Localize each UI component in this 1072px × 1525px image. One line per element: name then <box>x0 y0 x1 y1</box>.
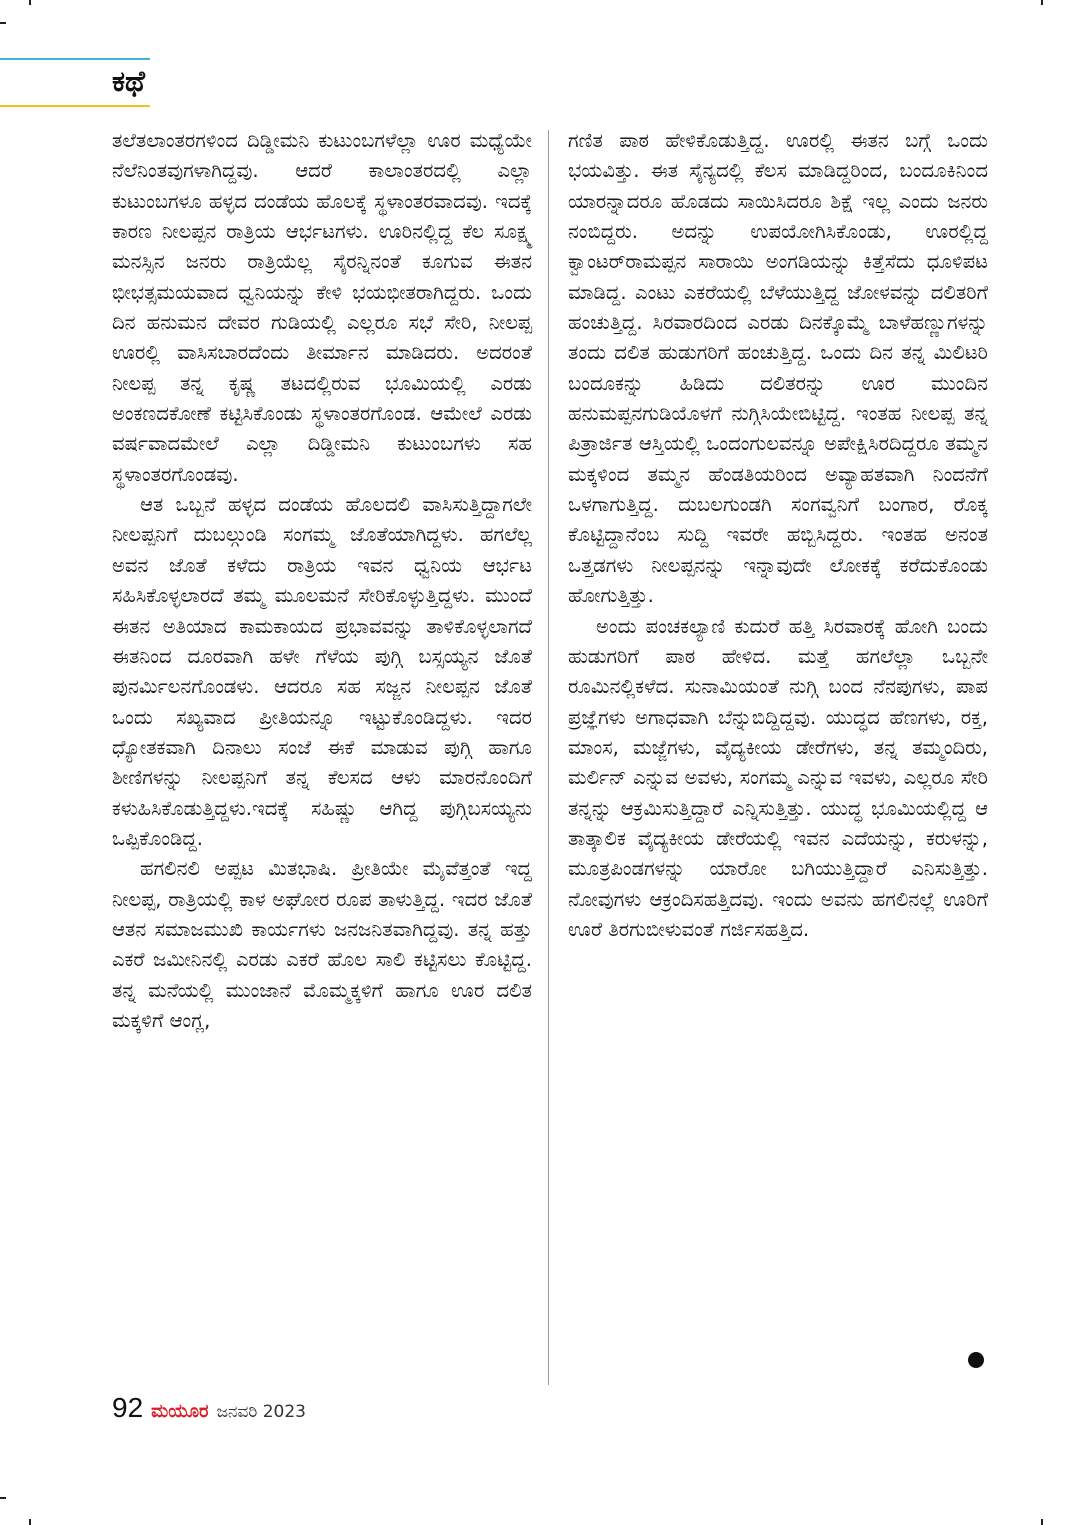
page-number: 92 <box>112 1392 144 1423</box>
issue-date: ಜನವರಿ 2023 <box>216 1402 306 1422</box>
crop-mark <box>29 0 31 5</box>
paragraph: ತಲೆತಲಾಂತರಗಳಿಂದ ದಿಡ್ಡೀಮನಿ ಕುಟುಂಬಗಳೆಲ್ಲಾ ಊರ ಮಧ್ಯೆಯೇ ನೆಲೆನಿಂತವುಗಳಾಗಿದ್ದವು. ಆದರೆ ಕಾಲಾಂತರದಲ್ಲಿ ಎಲ್ಲಾ ಕುಟುಂಬಗಳೂ ಹಳ್ಳದ ದಂಡೆಯ ಹೊಲಕ್ಕೆ ಸ್ಥಳಾಂತರವಾದವು. ಇದಕ್ಕೆ ಕಾರಣ ನೀಲಪ್ಪನ ರಾತ್ರಿಯ ಆರ್ಭಟಗಳು. ಊರಿನಲ್ಲಿದ್ದ ಕೆಲ ಸೂಕ್ಷ್ಮ ಮನಸ್ಸಿನ ಜನರು ರಾತ್ರಿಯೆಲ್ಲ ಸೈರನ್ನಿನಂತೆ ಕೂಗುವ ಈತನ ಭೀಭತ್ಸಮಯವಾದ ಧ್ವನಿಯನ್ನು ಕೇಳಿ ಭಯಭೀತರಾಗಿದ್ದರು. ಒಂದು ದಿನ ಹನುಮನ ದೇವರ ಗುಡಿಯಲ್ಲಿ ಎಲ್ಲರೂ ಸಭೆ ಸೇರಿ, ನೀಲಪ್ಪ ಊರಲ್ಲಿ ವಾಸಿಸಬಾರದೆಂದು ತೀರ್ಮಾನ ಮಾಡಿದರು. ಅದರಂತೆ ನೀಲಪ್ಪ ತನ್ನ ಕೃಷ್ಣ ತಟದಲ್ಲಿರುವ ಭೂಮಿಯಲ್ಲಿ ಎರಡು ಅಂಕಣದಕೋಣೆ ಕಟ್ಟಿಸಿಕೊಂಡು ಸ್ಥಳಾಂತರಗೊಂಡ. ಆಮೇಲೆ ಎರಡು ವರ್ಷವಾದಮೇಲೆ ಎಲ್ಲಾ ದಿಡ್ಡೀಮನಿ ಕುಟುಂಬಗಳು ಸಹ ಸ್ಥಳಾಂತರಗೊಂಡವು. <box>112 129 532 486</box>
magazine-logo: ಮಯೂರ <box>151 1401 209 1422</box>
section-rule-top <box>0 58 150 60</box>
crop-mark <box>1041 1519 1043 1525</box>
crop-mark <box>1041 0 1043 5</box>
page-footer <box>112 1392 306 1424</box>
paragraph: ಆತ ಒಬ್ಬನೆ ಹಳ್ಳದ ದಂಡೆಯ ಹೊಲದಲಿ ವಾಸಿಸುತ್ತಿದ್ದಾಗಲೇ ನೀಲಪ್ಪನಿಗೆ ದುಬಲ್ಗುಂಡಿ ಸಂಗಮ್ಮ ಜೊತೆಯಾಗಿದ್ದಳು. ಹಗಲೆಲ್ಲ ಅವನ ಜೊತೆ ಕಳೆದು ರಾತ್ರಿಯ ಇವನ ಧ್ವನಿಯ ಆರ್ಭಟ ಸಹಿಸಿಕೊಳ್ಳಲಾರದೆ ತಮ್ಮ ಮೂಲಮನೆ ಸೇರಿಕೊಳ್ಳುತ್ತಿದ್ದಳು. ಮುಂದೆ ಈತನ ಅತಿಯಾದ ಕಾಮಕಾಯದ ಪ್ರಭಾವವನ್ನು ತಾಳಿಕೊಳ್ಳಲಾಗದೆ ಈತನಿಂದ ದೂರವಾಗಿ ಹಳೇ ಗೆಳೆಯ ಪುಗ್ಗಿ ಬಸ್ಸಯ್ಯನ ಜೊತೆ ಪುನರ್ಮಿಲನಗೊಂಡಳು. ಆದರೂ ಸಹ ಸಜ್ಜನ ನೀಲಪ್ಪನ ಜೊತೆ ಒಂದು ಸಖ್ಯವಾದ ಪ್ರೀತಿಯನ್ನೂ ಇಟ್ಟುಕೊಂಡಿದ್ದಳು. ಇದರ ಧ್ಯೋತಕವಾಗಿ ದಿನಾಲು ಸಂಜೆ ಈಕೆ ಮಾಡುವ ಪುಗ್ಗಿ ಹಾಗೂ ಶೀಣಿಗಳನ್ನು ನೀಲಪ್ಪನಿಗೆ ತನ್ನ ಕೆಲಸದ ಆಳು ಮಾರನೊಂದಿಗೆ ಕಳುಹಿಸಿಕೊಡುತ್ತಿದ್ದಳು.ಇದಕ್ಕೆ ಸಹಿಷ್ಣು ಆಗಿದ್ದ ಪುಗ್ಗಿಬಸಯ್ಯನು ಒಪ್ಪಿಕೊಂಡಿದ್ದ. <box>112 493 532 850</box>
paragraph: ಹಗಲಿನಲಿ ಅಪ್ಪಟ ಮಿತಭಾಷಿ. ಪ್ರೀತಿಯೇ ಮೈವೆತ್ತಂತೆ ಇದ್ದ ನೀಲಪ್ಪ, ರಾತ್ರಿಯಲ್ಲಿ ಕಾಳ ಅಘೋರ ರೂಪ ತಾಳುತ್ತಿದ್ದ. ಇದರ ಜೊತೆ ಆತನ ಸಮಾಜಮುಖಿ ಕಾರ್ಯಗಳು ಜನಜನಿತವಾಗಿದ್ದವು. ತನ್ನ ಹತ್ತು ಎಕರೆ ಜಮೀನಿನಲ್ಲಿ ಎರಡು ಎಕರೆ ಹೊಲ ಸಾಲಿ ಕಟ್ಟಿಸಲು ಕೊಟ್ಟಿದ್ದ. ತನ್ನ ಮನೆಯಲ್ಲಿ ಮುಂಜಾನೆ ಮೊಮ್ಮಕ್ಕಳಿಗೆ ಹಾಗೂ ಊರ ದಲಿತ ಮಕ್ಕಳಿಗೆ ಆಂಗ್ಲ, <box>112 857 532 1032</box>
section-rule-bottom <box>0 105 150 107</box>
section-title: ಕಥೆ <box>112 64 145 98</box>
column-divider <box>548 130 549 1385</box>
left-column <box>112 126 532 1036</box>
right-column <box>568 126 988 945</box>
crop-mark <box>29 1519 31 1525</box>
crop-mark <box>0 22 6 24</box>
paragraph: ಗಣಿತ ಪಾಠ ಹೇಳಿಕೊಡುತ್ತಿದ್ದ. ಊರಲ್ಲಿ ಈತನ ಬಗ್ಗೆ ಒಂದು ಭಯವಿತ್ತು. ಈತ ಸೈನ್ಯದಲ್ಲಿ ಕೆಲಸ ಮಾಡಿದ್ದರಿಂದ, ಬಂದೂಕಿನಿಂದ ಯಾರನ್ನಾದರೂ ಹೊಡದು ಸಾಯಿಸಿದರೂ ಶಿಕ್ಷೆ ಇಲ್ಲ ಎಂದು ಜನರು ನಂಬಿದ್ದರು. ಅದನ್ನು ಉಪಯೋಗಿಸಿಕೊಂಡು, ಊರಲ್ಲಿದ್ದ ಕ್ವಾಂಟರ್‌ರಾಮಪ್ಪನ ಸಾರಾಯಿ ಅಂಗಡಿಯನ್ನು ಕಿತ್ತೆಸೆದು ಧೂಳಿಪಟ ಮಾಡಿದ್ದ. ಎಂಟು ಎಕರೆಯಲ್ಲಿ ಬೆಳೆಯುತ್ತಿದ್ದ ಜೋಳವನ್ನು ದಲಿತರಿಗೆ ಹಂಚುತ್ತಿದ್ದ. ಸಿರವಾರದಿಂದ ಎರಡು ದಿನಕ್ಕೊಮ್ಮೆ ಬಾಳೆಹಣ್ಣುಗಳನ್ನು ತಂದು ದಲಿತ ಹುಡುಗರಿಗೆ ಹಂಚುತ್ತಿದ್ದ. ಒಂದು ದಿನ ತನ್ನ ಮಿಲಿಟರಿ ಬಂದೂಕನ್ನು ಹಿಡಿದು ದಲಿತರನ್ನು ಊರ ಮುಂದಿನ ಹನುಮಪ್ಪನಗುಡಿಯೊಳಗೆ ನುಗ್ಗಿಸಿಯೇಬಿಟ್ಟಿದ್ದ. ಇಂತಹ ನೀಲಪ್ಪ ತನ್ನ ಪಿತ್ರಾರ್ಜಿತ ಆಸ್ತಿಯಲ್ಲಿ ಒಂದಂಗುಲವನ್ನೂ ಅಪೇಕ್ಷಿಸಿರದಿದ್ದರೂ ತಮ್ಮನ ಮಕ್ಕಳಿಂದ ತಮ್ಮನ ಹೆಂಡತಿಯರಿಂದ ಅವ್ಯಾಹತವಾಗಿ ನಿಂದನೆಗೆ ಒಳಗಾಗುತ್ತಿದ್ದ. ದುಬಲಗುಂಡಗಿ ಸಂಗವ್ವನಿಗೆ ಬಂಗಾರ, ರೊಕ್ಕ ಕೊಟ್ಟಿದ್ದಾನೆಂಬ ಸುದ್ದಿ ಇವರೇ ಹಬ್ಬಿಸಿದ್ದರು. ಇಂತಹ ಅನಂತ ಒತ್ತಡಗಳು ನೀಲಪ್ಪನನ್ನು ಇನ್ನಾವುದೇ ಲೋಕಕ್ಕೆ ಕರೆದುಕೊಂಡು ಹೋಗುತ್ತಿತ್ತು. <box>568 129 988 608</box>
paragraph: ಅಂದು ಪಂಚಕಲ್ಯಾಣಿ ಕುದುರೆ ಹತ್ತಿ ಸಿರವಾರಕ್ಕೆ ಹೋಗಿ ಬಂದು ಹುಡುಗರಿಗೆ ಪಾಠ ಹೇಳಿದ. ಮತ್ತೆ ಹಗಲೆಲ್ಲಾ ಒಬ್ಬನೇ ರೂಮಿನಲ್ಲಿಕಳೆದ. ಸುನಾಮಿಯಂತೆ ನುಗ್ಗಿ ಬಂದ ನೆನಪುಗಳು, ಪಾಪ ಪ್ರಜ್ಞೆಗಳು ಅಗಾಧವಾಗಿ ಬೆನ್ನುಬಿದ್ದಿದ್ದವು. ಯುದ್ಧದ ಹೆಣಗಳು, ರಕ್ತ, ಮಾಂಸ, ಮಜ್ಜೆಗಳು, ವೈದ್ಯಕೀಯ ಡೇರೆಗಳು, ತನ್ನ ತಮ್ಮಂದಿರು, ಮರ್ಲಿನ್ ಎನ್ನುವ ಅವಳು, ಸಂಗಮ್ಮ ಎನ್ನುವ ಇವಳು, ಎಲ್ಲರೂ ಸೇರಿ ತನ್ನನ್ನು ಆಕ್ರಮಿಸುತ್ತಿದ್ದಾರೆ ಎನ್ನಿಸುತ್ತಿತ್ತು. ಯುದ್ಧ ಭೂಮಿಯಲ್ಲಿದ್ದ ಆ ತಾತ್ಕಾಲಿಕ ವೈದ್ಯಕೀಯ ಡೇರೆಯಲ್ಲಿ ಇವನ ಎದೆಯನ್ನು, ಕರುಳನ್ನು, ಮೂತ್ರಪಿಂಡಗಳನ್ನು ಯಾರೋ ಬಗಿಯುತ್ತಿದ್ದಾರೆ ಎನಿಸುತ್ತಿತ್ತು. ನೋವುಗಳು ಆಕ್ರಂದಿಸಹತ್ತಿದವು. ಇಂದು ಅವನು ಹಗಲಿನಲ್ಲೆ ಊರಿಗೆ ಊರೆ ತಿರಗುಬೀಳುವಂತೆ ಗರ್ಜಿಸಹತ್ತಿದ. <box>568 614 988 941</box>
crop-mark <box>0 1497 6 1499</box>
story-end-bullet-icon <box>968 1352 984 1368</box>
